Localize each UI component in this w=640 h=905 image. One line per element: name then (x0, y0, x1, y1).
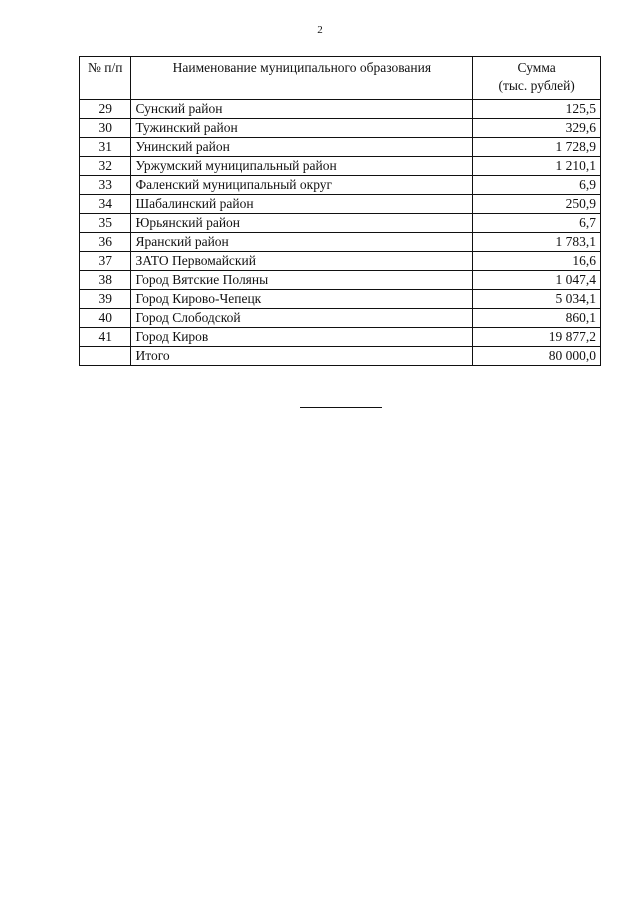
row-num: 35 (80, 214, 131, 233)
row-name: Сунский район (131, 100, 473, 119)
table-row (80, 195, 601, 214)
row-num: 41 (80, 328, 131, 347)
row-name: Город Вятские Поляны (131, 271, 473, 290)
table-row (80, 119, 601, 138)
row-sum: 250,9 (473, 195, 601, 214)
row-sum: 6,9 (473, 176, 601, 195)
table-row (80, 100, 601, 119)
table-row (80, 233, 601, 252)
row-name: Город Киров (131, 328, 473, 347)
row-num: 33 (80, 176, 131, 195)
header-num: № п/п (80, 57, 131, 100)
table-row (80, 290, 601, 309)
row-num: 34 (80, 195, 131, 214)
row-name: Яранский район (131, 233, 473, 252)
row-num: 39 (80, 290, 131, 309)
table-row (80, 214, 601, 233)
row-num: 40 (80, 309, 131, 328)
page-number: 2 (317, 24, 323, 36)
row-name: Фаленский муниципальный округ (131, 176, 473, 195)
row-sum: 6,7 (473, 214, 601, 233)
header-sum-line2: (тыс. рублей) (498, 78, 575, 93)
row-num: 32 (80, 157, 131, 176)
row-sum: 16,6 (473, 252, 601, 271)
row-name: Город Слободской (131, 309, 473, 328)
row-name: Город Кирово-Чепецк (131, 290, 473, 309)
header-sum-line1: Сумма (517, 60, 556, 75)
total-label: Итого (131, 347, 473, 366)
table-row (80, 252, 601, 271)
row-sum: 1 728,9 (473, 138, 601, 157)
row-sum: 125,5 (473, 100, 601, 119)
end-of-document-rule (300, 407, 382, 408)
header-name: Наименование муниципального образования (131, 57, 473, 100)
row-num: 37 (80, 252, 131, 271)
table-row (80, 176, 601, 195)
row-name: Шабалинский район (131, 195, 473, 214)
table-row (80, 328, 601, 347)
row-name: Уржумский муниципальный район (131, 157, 473, 176)
row-num: 36 (80, 233, 131, 252)
table-total-row (80, 347, 601, 366)
row-sum: 329,6 (473, 119, 601, 138)
row-name: Юрьянский район (131, 214, 473, 233)
row-name: Унинский район (131, 138, 473, 157)
table-row (80, 157, 601, 176)
table-header-row (80, 57, 601, 100)
row-name: Тужинский район (131, 119, 473, 138)
row-sum: 1 047,4 (473, 271, 601, 290)
row-sum: 1 210,1 (473, 157, 601, 176)
row-num: 29 (80, 100, 131, 119)
row-sum: 19 877,2 (473, 328, 601, 347)
total-num (80, 347, 131, 366)
table-row (80, 309, 601, 328)
row-sum: 1 783,1 (473, 233, 601, 252)
row-name: ЗАТО Первомайский (131, 252, 473, 271)
row-num: 38 (80, 271, 131, 290)
row-sum: 860,1 (473, 309, 601, 328)
header-sum (473, 57, 601, 100)
table-row (80, 271, 601, 290)
total-sum: 80 000,0 (473, 347, 601, 366)
row-num: 30 (80, 119, 131, 138)
row-num: 31 (80, 138, 131, 157)
table-row (80, 138, 601, 157)
row-sum: 5 034,1 (473, 290, 601, 309)
allocation-table (79, 56, 601, 366)
